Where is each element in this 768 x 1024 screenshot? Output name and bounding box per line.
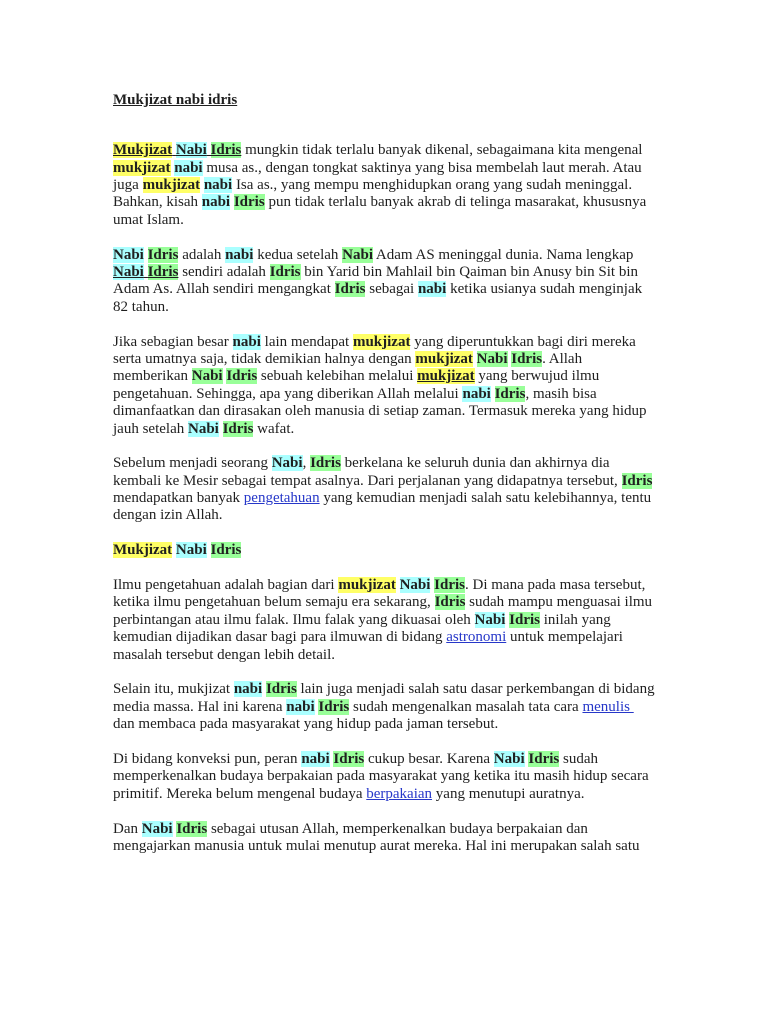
text-run: yang diperuntukkan bagi diri mereka xyxy=(410,333,636,350)
highlighted-term: Idris xyxy=(265,681,297,698)
highlighted-term: Idris xyxy=(310,455,341,472)
highlighted-term: Idris xyxy=(233,194,265,211)
text-line xyxy=(113,473,655,490)
highlighted-term: Idris xyxy=(511,350,543,367)
highlighted-term: nabi xyxy=(462,385,491,402)
highlighted-term: Idris xyxy=(434,594,466,611)
text-run: yang kemudian menjadi salah satu kelebihannya, tentu xyxy=(319,490,652,507)
highlighted-term: nabi xyxy=(417,281,447,298)
highlighted-term: nabi xyxy=(301,750,330,767)
text-run: yang menutupi auratnya. xyxy=(432,785,585,802)
text-line xyxy=(113,386,655,403)
highlighted-term: mukjizat xyxy=(352,333,411,350)
text-line xyxy=(113,403,655,420)
highlighted-term: mukjizat xyxy=(142,177,201,194)
highlighted-term: Mukjizat xyxy=(113,542,173,559)
highlighted-term: Idris xyxy=(333,750,365,767)
text-run: mendapatkan banyak xyxy=(113,490,244,507)
text-run: ketika usianya sudah menginjak xyxy=(446,281,643,298)
text-line xyxy=(113,594,655,611)
text-line xyxy=(113,751,655,768)
text-line xyxy=(113,612,655,629)
text-run: Isa as., yang mempu menghidupkan orang yang sudah meninggal. xyxy=(232,177,633,194)
highlighted-term: Nabi xyxy=(113,264,144,281)
text-line xyxy=(113,160,655,177)
paragraph xyxy=(113,681,655,733)
highlighted-term: Idris xyxy=(494,385,526,402)
highlighted-term: Idris xyxy=(269,264,301,281)
highlighted-term: Nabi xyxy=(175,542,207,559)
highlighted-term: Nabi xyxy=(175,142,207,159)
text-run: sebuah kelebihan melalui xyxy=(257,368,418,385)
text-run: Sebelum menjadi seorang xyxy=(113,455,272,472)
text-line xyxy=(113,212,655,229)
text-line xyxy=(113,351,655,368)
text-run: ketika ilmu pengetahuan belum semaju era sekarang, xyxy=(113,594,435,611)
text-line xyxy=(113,177,655,194)
text-line xyxy=(113,334,655,351)
highlighted-term: Nabi xyxy=(271,455,303,472)
highlighted-term: mukjizat xyxy=(338,577,396,594)
highlighted-term: Idris xyxy=(147,246,179,263)
text-line xyxy=(113,194,655,211)
text-line xyxy=(113,838,655,855)
highlighted-term: mukjizat xyxy=(417,368,475,385)
text-line xyxy=(113,368,655,385)
paragraph xyxy=(113,334,655,438)
text-run: Bahkan, kisah xyxy=(113,194,202,211)
highlighted-term: Idris xyxy=(509,611,540,628)
text-run: mengajarkan manusia untuk mulai menutup aurat mereka. Hal ini merupakan salah satu xyxy=(113,837,640,854)
highlighted-term: nabi xyxy=(201,194,231,211)
text-run: yang berwujud ilmu xyxy=(474,368,600,385)
text-line xyxy=(113,421,655,438)
highlighted-term: Nabi xyxy=(191,368,223,385)
text-run: primitif. Mereka belum mengenal budaya xyxy=(113,785,367,802)
text-run: umat Islam. xyxy=(113,211,184,228)
text-run: . Allah xyxy=(542,350,583,367)
highlighted-term: Idris xyxy=(621,472,653,489)
text-run: adalah xyxy=(178,246,226,263)
text-line xyxy=(113,716,655,733)
text-run: sudah mengenalkan masalah tata cara xyxy=(349,698,583,715)
text-run: Ilmu pengetahuan adalah bagian dari xyxy=(113,577,339,594)
highlighted-term: mukjizat xyxy=(415,350,473,367)
document-title: Mukjizat nabi idris xyxy=(113,92,238,109)
highlighted-term: nabi xyxy=(203,177,233,194)
highlighted-term: Idris xyxy=(222,420,254,437)
highlighted-term: nabi xyxy=(232,333,261,350)
text-run: Selain itu, mukjizat xyxy=(113,681,234,698)
text-run: dengan izin Allah. xyxy=(113,507,223,524)
text-run: wafat. xyxy=(253,420,295,437)
text-run: 82 tahun. xyxy=(113,298,169,315)
highlighted-term: mukjizat xyxy=(113,159,171,176)
text-run: . Di mana pada masa tersebut, xyxy=(465,577,646,594)
highlighted-term: Nabi xyxy=(476,350,508,367)
text-line xyxy=(113,299,655,316)
highlighted-term: Idris xyxy=(147,264,179,281)
text-run: memperkenalkan budaya berpakaian pada masyarakat yang ketika itu masih hidup secara xyxy=(113,768,649,785)
highlighted-term: nabi xyxy=(174,159,203,176)
highlighted-term: Nabi xyxy=(141,820,173,837)
text-line xyxy=(113,142,655,159)
highlighted-term: Idris xyxy=(210,542,242,559)
text-run xyxy=(207,542,211,558)
text-run: untuk mempelajari xyxy=(506,629,623,646)
text-run: Adam AS meninggal dunia. Nama lengkap xyxy=(373,246,634,263)
text-run: , masih bisa xyxy=(525,385,597,402)
text-run: pengetahuan. Sehingga, apa yang diberikan Allah melalui xyxy=(113,385,463,402)
text-run: kemudian dijadikan dasar bagi para ilmuwan di bidang xyxy=(113,629,447,646)
text-line xyxy=(113,455,655,472)
paragraph xyxy=(113,821,655,856)
text-run: Adam As. Allah sendiri mengangkat xyxy=(113,281,335,298)
highlighted-term: nabi xyxy=(233,681,263,698)
text-run: lain juga menjadi salah satu dasar perkembangan di bidang xyxy=(296,681,655,698)
highlighted-term: Idris xyxy=(334,281,366,298)
text-line xyxy=(113,629,655,646)
text-run: mungkin tidak terlalu banyak dikenal, sebagaimana kita mengenal xyxy=(241,142,643,159)
highlighted-term: Nabi xyxy=(474,611,506,628)
text-run: media massa. Hal ini karena xyxy=(113,698,287,715)
highlighted-term: Nabi xyxy=(187,420,219,437)
text-run: Dan xyxy=(113,820,142,837)
text-run: kembali ke Mesir sebagai tempat asalnya. Dari perjalanan yang didapatnya tersebut, xyxy=(113,472,622,489)
text-line xyxy=(113,490,655,507)
text-run xyxy=(207,142,211,158)
paragraph xyxy=(113,142,655,229)
highlighted-term: Nabi xyxy=(342,246,373,263)
text-run: juga xyxy=(113,177,143,194)
text-run: memberikan xyxy=(113,368,192,385)
paragraph xyxy=(113,577,655,664)
text-line xyxy=(113,768,655,785)
text-line xyxy=(113,577,655,594)
highlighted-term: Idris xyxy=(226,368,258,385)
text-run: Jika sebagian besar xyxy=(113,333,233,350)
paragraph xyxy=(113,247,655,317)
text-run: perbintangan atau ilmu falak. Ilmu falak yang dikuasai oleh xyxy=(113,611,475,628)
highlighted-term: Idris xyxy=(528,750,560,767)
highlighted-term: Mukjizat xyxy=(113,142,173,159)
text-line xyxy=(113,786,655,803)
highlighted-term: Idris xyxy=(176,820,208,837)
text-line xyxy=(113,264,655,281)
text-run: inilah yang xyxy=(539,611,611,628)
text-run: sudah mampu menguasai ilmu xyxy=(465,594,653,611)
text-run: pun tidak terlalu banyak akrab di telinga masarakat, khususnya xyxy=(264,194,647,211)
highlighted-term: Idris xyxy=(210,142,242,159)
text-run: sebagai utusan Allah, memperkenalkan budaya berpakaian dan xyxy=(207,820,588,837)
document-text-blocks xyxy=(113,142,655,855)
document-body xyxy=(113,92,655,872)
highlighted-term: nabi xyxy=(286,698,315,715)
highlighted-term: Nabi xyxy=(493,750,525,767)
text-run: bin Yarid bin Mahlail bin Qaiman bin Anusy bin Sit bin xyxy=(300,264,639,281)
hyperlink[interactable]: pengetahuan xyxy=(243,490,320,507)
text-line xyxy=(113,821,655,838)
text-run: dan membaca pada masyarakat yang hidup pada jaman tersebut. xyxy=(113,716,499,733)
text-line xyxy=(113,507,655,524)
text-run: dimanfaatkan dan dirasakan oleh manusia di setiap zaman. Termasuk mereka yang hidup xyxy=(113,403,647,420)
paragraph xyxy=(113,751,655,803)
highlighted-term: Idris xyxy=(318,698,350,715)
text-line xyxy=(113,647,655,664)
text-line xyxy=(113,247,655,264)
highlighted-term: Nabi xyxy=(113,246,144,263)
text-run: sendiri adalah xyxy=(178,264,270,281)
text-line xyxy=(113,699,655,716)
text-run: serta umatnya saja, tidak demikian halnya dengan xyxy=(113,350,416,367)
highlighted-term: Nabi xyxy=(399,577,431,594)
text-run: berkelana ke seluruh dunia dan akhirnya dia xyxy=(340,455,610,472)
highlighted-term: nabi xyxy=(225,246,254,263)
highlighted-term: Idris xyxy=(434,577,466,594)
text-line xyxy=(113,681,655,698)
text-run: sudah xyxy=(559,750,598,767)
text-run: jauh setelah xyxy=(113,420,188,437)
text-run: Di bidang konveksi pun, peran xyxy=(113,750,302,767)
text-run: , xyxy=(302,455,311,472)
section-heading xyxy=(113,542,655,559)
hyperlink[interactable]: menulis xyxy=(582,698,634,715)
text-run: musa as., dengan tongkat saktinya yang bisa membelah laut merah. Atau xyxy=(202,159,642,176)
text-line xyxy=(113,542,655,559)
hyperlink[interactable]: berpakaian xyxy=(366,785,433,802)
hyperlink[interactable]: astronomi xyxy=(446,629,507,646)
text-line xyxy=(113,281,655,298)
text-run: lain mendapat xyxy=(260,333,353,350)
text-run: sebagai xyxy=(365,281,418,298)
text-run: kedua setelah xyxy=(253,246,343,263)
text-run: cukup besar. Karena xyxy=(364,750,494,767)
paragraph xyxy=(113,455,655,525)
text-run: masalah tersebut dengan lebih detail. xyxy=(113,646,336,663)
